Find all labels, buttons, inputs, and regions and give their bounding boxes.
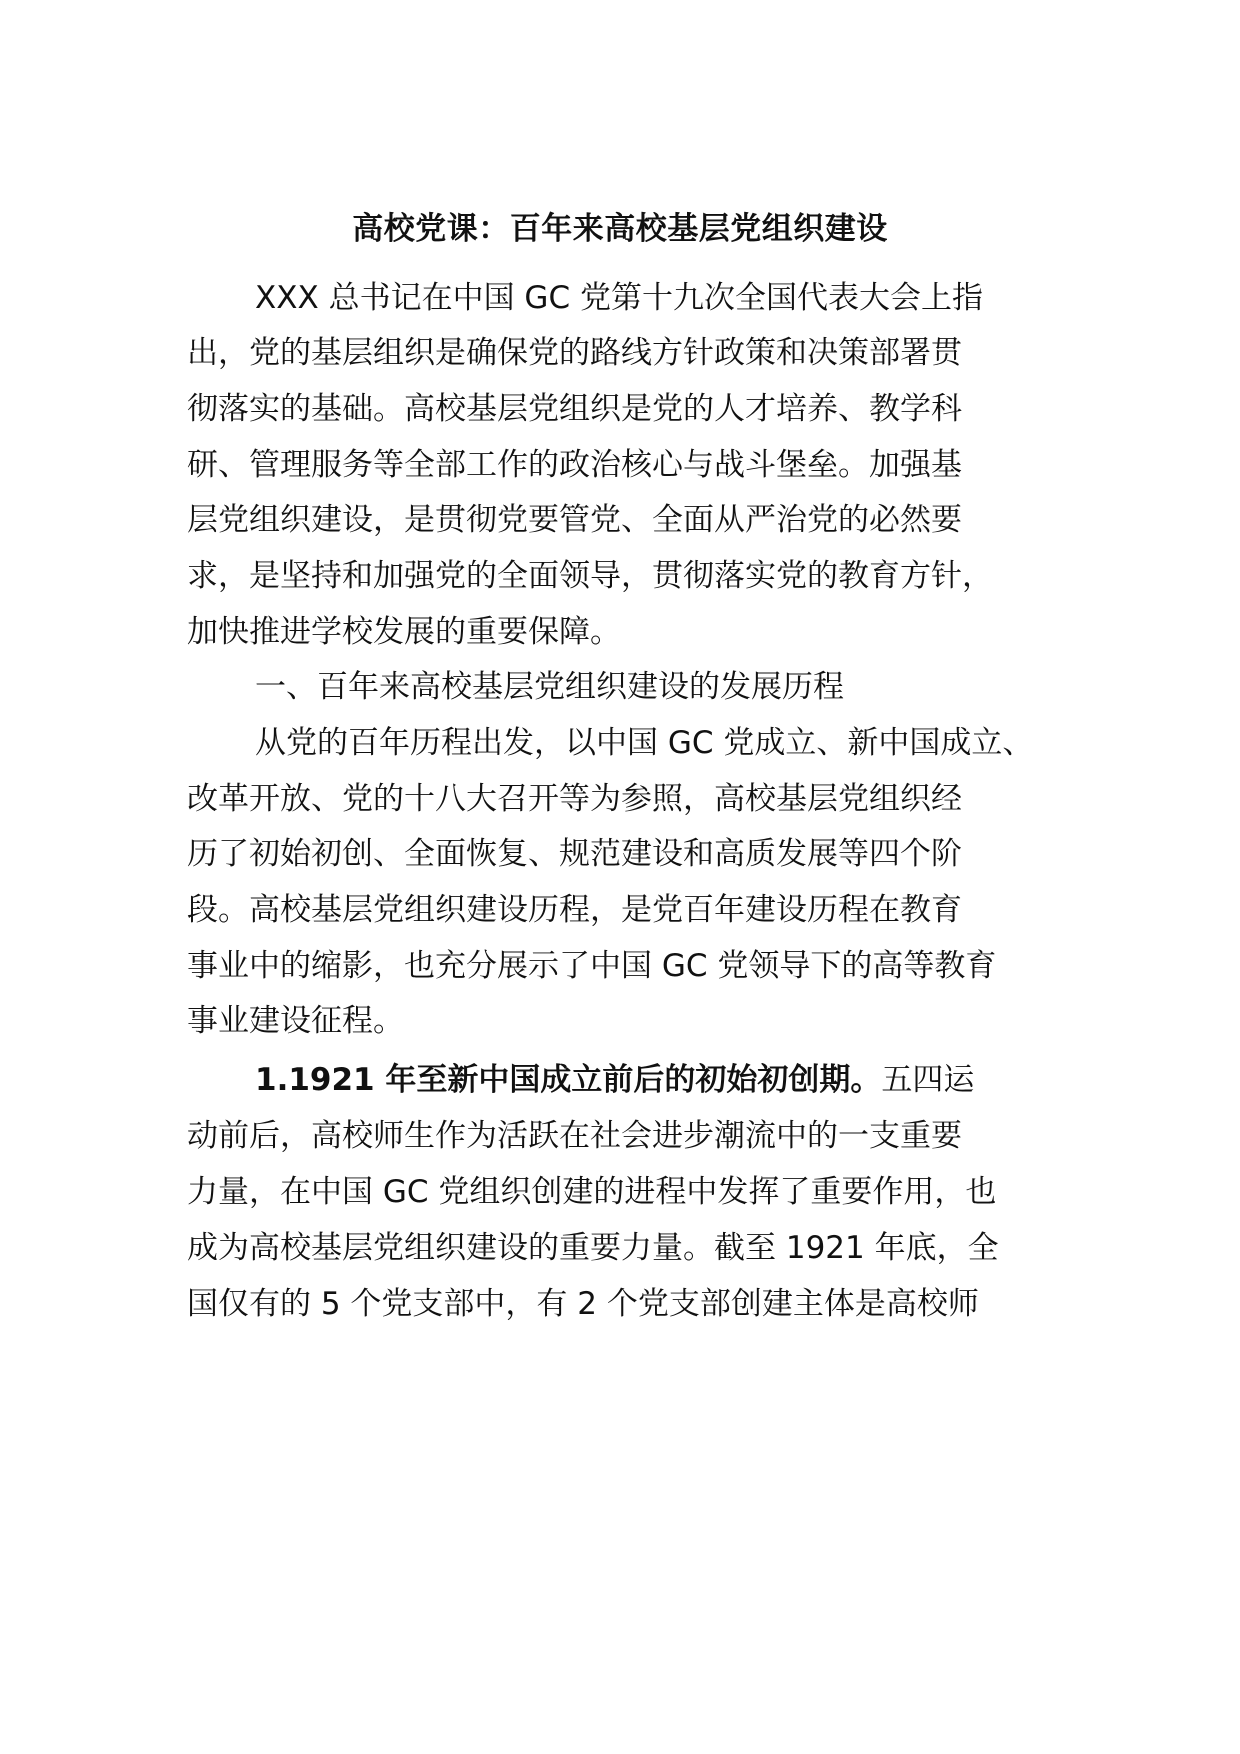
paragraph-line: 动前后，高校师生作为活跃在社会进步潮流中的一支重要 bbox=[187, 1118, 962, 1154]
paragraph-line: 历了初始初创、全面恢复、规范建设和高质发展等四个阶 bbox=[187, 836, 962, 872]
paragraph-line: 段。高校基层党组织建设历程，是党百年建设历程在教育 bbox=[187, 892, 962, 928]
paragraph-line: XXX 总书记在中国 GC 党第十九次全国代表大会上指 bbox=[255, 280, 983, 316]
paragraph-line: 事业中的缩影，也充分展示了中国 GC 党领导下的高等教育 bbox=[187, 948, 997, 984]
subsection-text: 五四运 bbox=[881, 1062, 975, 1098]
document-title: 高校党课：百年来高校基层党组织建设 bbox=[352, 211, 888, 247]
subsection-heading: 1.1921 年至新中国成立前后的初始初创期。 bbox=[255, 1062, 882, 1098]
subsection-line bbox=[255, 1057, 974, 1103]
paragraph-line: 从党的百年历程出发，以中国 GC 党成立、新中国成立、 bbox=[255, 725, 1034, 761]
paragraph-line: 加快推进学校发展的重要保障。 bbox=[187, 614, 621, 650]
section-heading: 一、百年来高校基层党组织建设的发展历程 bbox=[255, 669, 844, 705]
paragraph-line: 国仅有的 5 个党支部中，有 2 个党支部创建主体是高校师 bbox=[187, 1286, 979, 1322]
paragraph-line: 彻落实的基础。高校基层党组织是党的人才培养、教学科 bbox=[187, 391, 962, 427]
paragraph-line: 成为高校基层党组织建设的重要力量。截至 1921 年底，全 bbox=[187, 1230, 999, 1266]
paragraph-line: 改革开放、党的十八大召开等为参照，高校基层党组织经 bbox=[187, 781, 962, 817]
paragraph-line: 研、管理服务等全部工作的政治核心与战斗堡垒。加强基 bbox=[187, 447, 962, 483]
paragraph-line: 事业建设征程。 bbox=[187, 1003, 404, 1039]
paragraph-line: 力量，在中国 GC 党组织创建的进程中发挥了重要作用，也 bbox=[187, 1174, 997, 1210]
paragraph-line: 层党组织建设，是贯彻党要管党、全面从严治党的必然要 bbox=[187, 502, 962, 538]
paragraph-line: 出，党的基层组织是确保党的路线方针政策和决策部署贯 bbox=[187, 335, 962, 371]
paragraph-line: 求，是坚持和加强党的全面领导，贯彻落实党的教育方针， bbox=[187, 558, 993, 594]
